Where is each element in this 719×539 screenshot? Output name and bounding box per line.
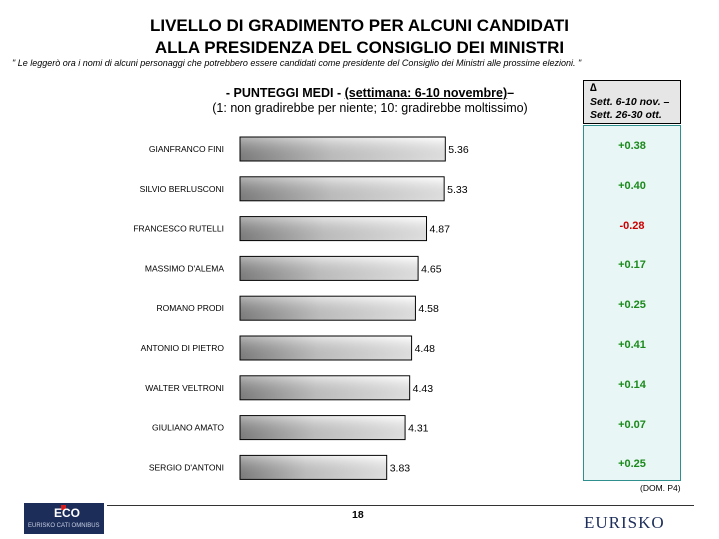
category-label: GIANFRANCO FINI [148, 144, 224, 154]
bar-shading-6 [241, 337, 412, 360]
delta-panel [583, 125, 681, 481]
value-label: 4.43 [412, 382, 434, 395]
subtitle-suffix: – [507, 86, 515, 100]
title-line-1: LIVELLO DI GRADIMENTO PER ALCUNI CANDIDATI [149, 16, 569, 35]
scale-note: (1: non gradirebbe per niente; 10: gradirebbe moltissimo) [212, 101, 528, 115]
value-label: 3.83 [389, 462, 411, 475]
delta-value: +0.25 [618, 299, 646, 312]
category-label: FRANCESCO RUTELLI [133, 223, 224, 234]
category-label: GIULIANO AMATO [152, 422, 224, 433]
bar-shading-7 [241, 376, 410, 399]
logo-mark: ECO [54, 506, 81, 520]
delta-value: +0.14 [618, 378, 646, 391]
source-note: (DOM. P4) [640, 483, 681, 493]
footer-divider [107, 505, 694, 506]
subtitle-week: (settimana: 6-10 novembre) [344, 86, 508, 100]
delta-header [583, 80, 681, 124]
category-label: ANTONIO DI PIETRO [140, 343, 224, 353]
delta-value: +0.38 [618, 140, 646, 152]
delta-period-previous: Sett. 26-30 ott. [590, 109, 662, 121]
category-label: ROMANO PRODI [156, 303, 224, 314]
value-label: 5.33 [447, 183, 468, 196]
bar-shading-9 [241, 456, 387, 479]
delta-value: +0.40 [618, 179, 646, 192]
subtitle-prefix: - PUNTEGGI MEDI - [225, 86, 345, 100]
delta-value: +0.17 [618, 259, 646, 272]
bar-shading-4 [241, 257, 418, 280]
value-label: 4.31 [408, 422, 429, 435]
page-number: 18 [352, 509, 364, 521]
category-label: MASSIMO D'ALEMA [144, 263, 224, 274]
value-label: 4.65 [421, 263, 442, 276]
delta-value: -0.28 [619, 219, 645, 232]
delta-value: +0.07 [618, 418, 646, 431]
category-label: SERGIO D'ANTONI [148, 462, 224, 473]
eurisko-logo: EURISKO [584, 513, 665, 532]
bar-shading-3 [241, 217, 427, 240]
value-label: 4.87 [429, 223, 450, 236]
question-note: " Le leggerò ora i nomi di alcuni personaggi che potrebbero essere candidati come presidente del Consiglio dei Ministri alle prossime elezioni. " [12, 58, 582, 68]
bar-shading-5 [241, 297, 415, 320]
value-label: 5.36 [448, 144, 469, 156]
category-label: SILVIO BERLUSCONI [139, 183, 224, 194]
bar-shading-1 [241, 138, 445, 161]
chart-marks [133, 137, 469, 479]
value-label: 4.48 [414, 343, 436, 355]
value-label: 4.58 [418, 303, 439, 316]
eco-logo [24, 503, 104, 534]
category-label: WALTER VELTRONI [145, 382, 224, 393]
delta-value: +0.41 [618, 339, 646, 351]
delta-value: +0.25 [618, 458, 646, 471]
logo-text: EURISKO CATI OMNIBUS [28, 523, 100, 529]
title-line-2: ALLA PRESIDENZA DEL CONSIGLIO DEI MINISTRI [154, 38, 565, 57]
bar-shading-2 [241, 177, 444, 200]
delta-symbol: ∆ [590, 82, 597, 94]
bar-shading-8 [241, 416, 405, 439]
delta-period-current: Sett. 6-10 nov. – [590, 96, 670, 108]
